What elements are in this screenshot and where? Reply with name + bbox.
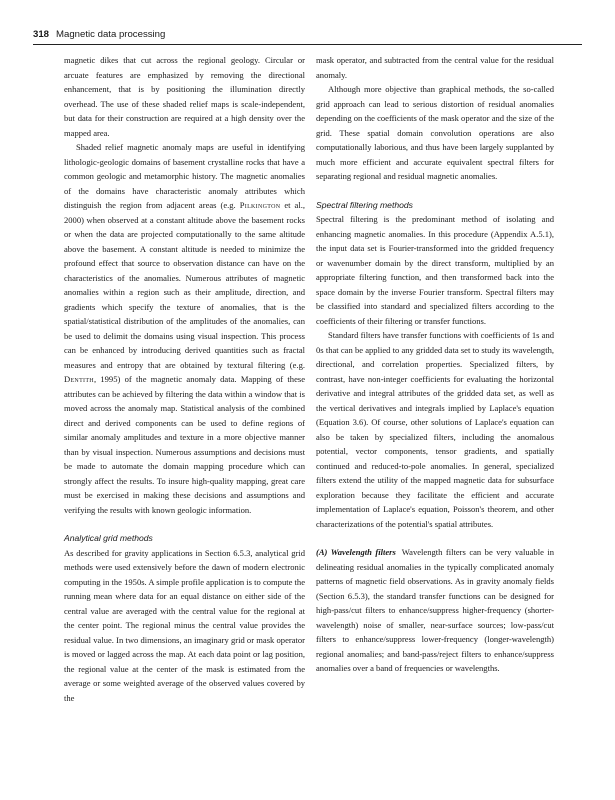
running-title: Magnetic data processing xyxy=(56,29,166,40)
right-paragraph-1: mask operator, and subtracted from the central value for the residual anomaly. xyxy=(316,55,554,80)
section-heading-analytical-grid-methods: Analytical grid methods xyxy=(64,533,153,543)
left-column xyxy=(64,53,305,705)
header-rule xyxy=(33,44,582,45)
right-paragraph-2: Although more objective than graphical methods, the so-called grid approach can lead to serious distortion of residual anomalies depending on the coefficients of the mask operator and the size of the grid. These spatial domain convolution operations are also computationally laborious, and thus have been largely supplanted by much more efficient and accurate equivalent spectral filters for separating regional and residual magnetic anomalies. xyxy=(316,84,554,181)
citation-pilkington: Pilkington xyxy=(239,200,281,210)
citation-dentith: Dentith xyxy=(64,374,94,384)
right-paragraph-4: Standard filters have transfer functions with coefficients of 1s and 0s that can be applied to any gridded data set to study its wavelength, directional, and correlation properties. Specialized filters, by contrast, have non-integer coefficients for evaluating the horizontal derivative and integral attributes of the gridded data set, as well as the vertical derivatives and integrals implied by Laplace's equation (Equation 3.6). Of course, other solutions of Laplace's equation can also be taken by specialized filters, including the anomalous potential, vector components, tensor gradients, and spatially continued and reduced-to-pole anomalies. In general, specialized filters extend the utility of the mapped magnetic data for subsurface exploration because they facilitate the efficient and accurate implementation of Laplace's equation, Poisson's theorem, and other characterizations of the potential's spatial attributes. xyxy=(316,330,554,529)
left-paragraph-2 xyxy=(64,140,305,517)
left-paragraph-2-part-a: Shaded relief magnetic anomaly maps are useful in identifying lithologic-geologic domains of basement crystalline rocks that have a common geologic and metamorphic history. The magnetic anomalies of the domains have characteristic anomaly attributes which distinguish the region from adjacent areas (e.g. xyxy=(64,142,305,210)
left-paragraph-1: magnetic dikes that cut across the regional geology. Circular or arcuate features are emphasized by removing the directional enhancement, that is by positioning the illumination directly overhead. The use of these shaded relief maps is scale-independent, but data for their construction are required at a high density over the mapped area. xyxy=(64,55,305,138)
right-paragraph-3: Spectral filtering is the predominant method of isolating and enhancing magnetic anomalies. In this procedure (Appendix A.5.1), the input data set is Fourier-transformed into the gridded frequency or wavenumber domain by the direct transform, multiplied by an appropriate filtering function, and then transformed back into the space domain by the inverse Fourier transform. Spectral filters may be classified into standard and specialized filters according to the coefficients of their filtering or transfer functions. xyxy=(316,214,554,326)
page-number: 318 xyxy=(33,29,50,40)
runin-heading-wavelength-filters: (A) Wavelength filters xyxy=(316,547,396,557)
left-paragraph-3: As described for gravity applications in Section 6.5.3, analytical grid methods were used extensively before the dawn of modern electronic computing in the 1950s. A simple profile application is to compute the running mean where data for an equal distance on either side of the central value are averaged with the central value for the regional at the center point. The regional minus the central value provides the residual value. In two dimensions, an imaginary grid or mask operator is moved or lagged across the map. At each data point or lag position, the regional value at the center of the mask is estimated from the average or some weighted average of the observed values covered by the xyxy=(64,547,305,703)
right-column xyxy=(316,53,554,676)
right-paragraph-5-text: Wavelength filters can be very valuable in delineating residual anomalies in the typically complicated anomaly patterns of magnetic field observations. As in gravity anomaly fields (Section 6.5.3), the standard transfer functions can be designed for high-pass/cut filters to enhance/suppress higher-frequency (shorter-wavelength) noise of smaller, near-surface sources; low-pass/cut filters to enhance/suppress lower-frequency (longer-wavelength) regional anomalies; and band-pass/reject filters to enhance/suppress anomalies over a band of frequencies or wavelengths. xyxy=(316,547,555,673)
left-paragraph-2-part-b: et al., 2000) when observed at a constant altitude above the basement rocks or when the data are projected computationally to the same altitude above the basement. A constant altitude is needed to minimize the profound effect that source to observation distance can have on the characteristics of the anomalies. Numerous attributes of magnetic anomalies within a region such as their amplitude, direction, and gradients which specify the texture of anomalies, that is the spatial/statistical distribution of the amplitudes of the anomalies, can be used to delimit the domains using visual inspection. This process can be enhanced by introducing derived quantities such as fractal measures and entropy that are obtained by textural filtering (e.g. xyxy=(64,200,305,370)
left-paragraph-2-part-c: , 1995) of the magnetic anomaly data. Mapping of these attributes can be achieved by filtering the data within a window that is moved across the anomaly map. Statistical analysis of the combined direct and derived components can be used to define regions of similar anomaly amplitudes and texture in a more objective manner than by visual inspection. Numerous assumptions and decisions must be made to automate the domain mapping procedure which can strongly affect the results. To insure high-quality mapping, great care must be exercised in making these decisions and assumptions and verifying the results with known geologic information. xyxy=(64,374,305,515)
right-paragraph-5 xyxy=(316,545,554,676)
running-header xyxy=(33,29,582,41)
section-heading-spectral-filtering-methods: Spectral filtering methods xyxy=(316,199,413,210)
